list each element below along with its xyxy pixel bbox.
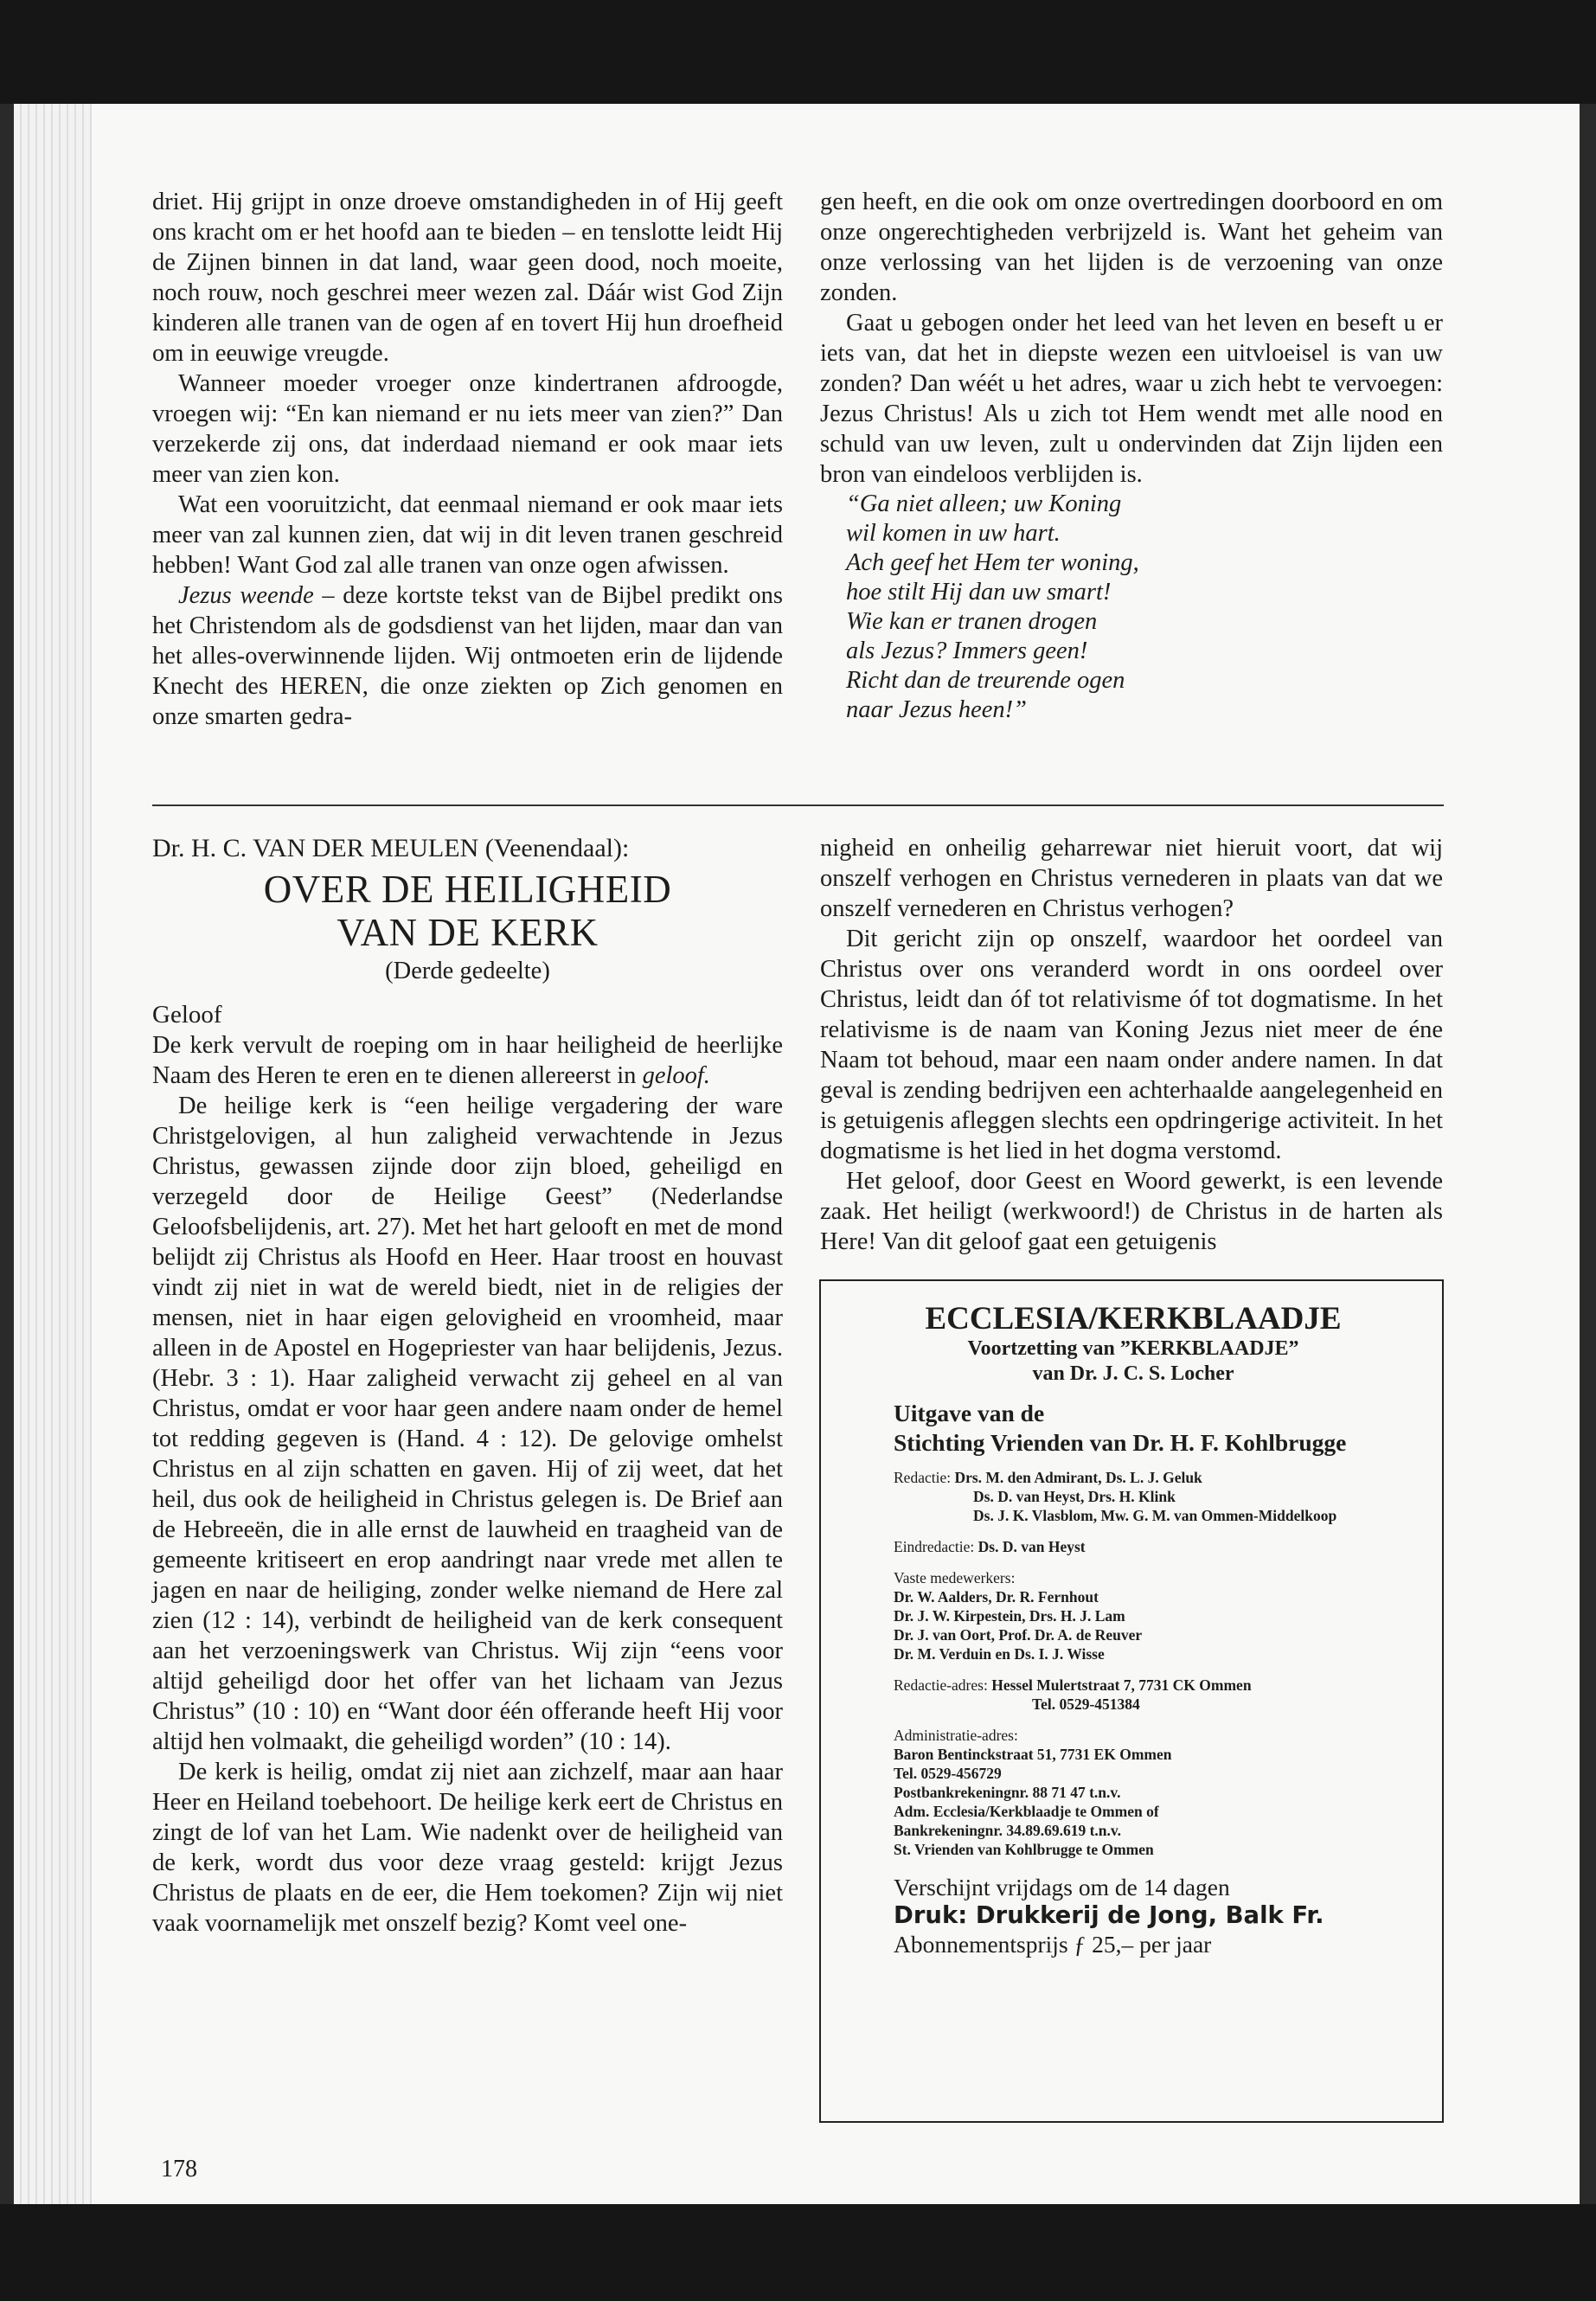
colophon-subtitle: Voortzetting van ”KERKBLAADJE”	[967, 1337, 1299, 1360]
colophon-title: ECCLESIA/KERKBLAADJE	[925, 1301, 1342, 1336]
editorial-phone: Tel. 0529-451384	[1032, 1695, 1140, 1713]
paragraph	[152, 1030, 783, 1091]
paragraph-text: De kerk vervult de roeping om in haar heiligheid de heerlijke Naam des Heren te eren en te dienen allereerst in	[152, 1032, 783, 1089]
editorial-address-value: Hessel Mulertstraat 7, 7731 CK Ommen	[991, 1676, 1252, 1694]
contributors-line: Dr. J. W. Kirpestein, Drs. H. J. Lam	[894, 1607, 1125, 1625]
poem-line: als Jezus? Immers geen!	[846, 638, 1088, 664]
scan-border-bottom	[0, 2204, 1596, 2301]
scan-border-right	[1580, 104, 1596, 2204]
paragraph: Het geloof, door Geest en Woord gewerkt, is een levende zaak. Het heiligt (werkwoord!) de Christus in de harten als Here! Van dit geloof gaat een getuigenis	[820, 1168, 1443, 1255]
contributors-label: Vaste medewerkers:	[894, 1569, 1016, 1586]
page-number: 178	[161, 2156, 197, 2182]
chief-editor	[894, 1537, 1407, 1556]
article-title: VAN DE KERK	[337, 911, 599, 954]
editorial-address	[894, 1676, 1407, 1695]
article-subtitle: (Derde gedeelte)	[385, 958, 550, 984]
colophon-subtitle: van Dr. J. C. S. Locher	[1032, 1362, 1234, 1385]
poem	[820, 490, 1443, 725]
scan-border-left	[0, 104, 14, 2204]
divider-rule	[152, 804, 1444, 806]
poem-line: Wie kan er tranen drogen	[846, 608, 1098, 635]
poem-line: Richt dan de treurende ogen	[846, 667, 1125, 694]
admin-line: Bankrekeningnr. 34.89.69.619 t.n.v.	[894, 1822, 1122, 1839]
contributors-line: Dr. J. van Oort, Prof. Dr. A. de Reuver	[894, 1626, 1143, 1644]
editorial-address-label: Redactie-adres:	[894, 1676, 992, 1694]
admin-line: Postbankrekeningnr. 88 71 47 t.n.v.	[894, 1784, 1121, 1801]
paragraph: Wat een vooruitzicht, dat eenmaal niemand er ook maar iets meer van zal kunnen zien, dat wij in dit leven tranen geschreid hebben! Want God zal alle tranen van onze ogen afwissen.	[152, 491, 783, 579]
paragraph: Gaat u gebogen onder het leed van het leven en beseft u er iets van, dat het in diepste wezen een uitvloeisel is van uw zonden? Dan wéét u het adres, waar u zich hebt te vervoegen: Jezus Christus! Als u zich tot Hem wendt met alle nood en schuld van uw leven, zult u ondervinden dat Zijn lijden een bron van eindeloos verblijden is.	[820, 310, 1443, 488]
article-author: Dr. H. C. VAN DER MEULEN (Veenendaal):	[152, 834, 630, 862]
italic-text: Jezus weende	[178, 582, 314, 609]
book-page-edges	[14, 104, 92, 2204]
column-top-left	[152, 187, 783, 732]
printer: Druk: Drukkerij de Jong, Balk Fr.	[894, 1901, 1324, 1929]
article-title: OVER DE HEILIGHEID	[263, 868, 672, 911]
article-column-right	[820, 833, 1443, 1257]
paragraph-text: – deze kortste tekst van de Bijbel predikt ons het Christendom als de godsdienst van het lijden, maar dan van het alles-overwinnende lijden. Wij ontmoeten erin de lijdende Knecht des HEREN, die onze ziekten op Zich genomen en onze smarten gedra-	[152, 582, 784, 730]
editors-names: Drs. M. den Admirant, Ds. L. J. Geluk	[954, 1469, 1202, 1486]
admin-line: Tel. 0529-456729	[894, 1765, 1002, 1782]
subscription-price: Abonnementsprijs ƒ 25,– per jaar	[894, 1931, 1212, 1958]
publisher-line: Stichting Vrienden van Dr. H. F. Kohlbrugge	[894, 1429, 1347, 1456]
admin-line: St. Vrienden van Kohlbrugge te Ommen	[894, 1841, 1154, 1858]
paragraph: driet. Hij grijpt in onze droeve omstandigheden in of Hij geeft ons kracht om er het hoofd aan te bieden – en tenslotte leidt Hij de Zijnen binnen in dat land, waar geen dood, noch moeite, noch rouw, noch geschrei meer wezen zal. Dáár wist God Zijn kinderen alle tranen van de ogen af en tovert Hij hun droefheid om in eeuwige vreugde.	[152, 189, 783, 367]
paragraph: Wanneer moeder vroeger onze kindertranen afdroogde, vroegen wij: “En kan niemand er nu iets meer van zien?” Dan verzekerde zij ons, dat inderdaad niemand er ook maar iets meer van zien kon.	[152, 370, 783, 488]
section-heading: Geloof	[152, 1001, 222, 1029]
article-column-left	[152, 833, 783, 1939]
admin-line: Adm. Ecclesia/Kerkblaadje te Ommen of	[894, 1803, 1159, 1820]
paragraph: gen heeft, en die ook om onze overtredingen doorboord en om onze ongerechtigheden verbrijzeld is. Want het geheim van onze verlossing van het lijden is de verzoening van onze zonden.	[820, 189, 1443, 306]
admin-label: Administratie-adres:	[894, 1727, 1018, 1744]
scan-border-top	[0, 0, 1596, 104]
paragraph	[152, 580, 783, 732]
editors	[894, 1468, 1407, 1487]
column-top-right	[820, 187, 1443, 725]
paragraph: De kerk is heilig, omdat zij niet aan zichzelf, maar aan haar Heer en Heiland toebehoort. De heilige kerk eert de Christus en zingt de lof van het Lam. Wie nadenkt over de heiligheid van de kerk, wordt dus voor deze vraag gesteld: krijgt Jezus Christus de plaats en de eer, die Hem toekomen? Zijn wij niet vaak voornamelijk met onszelf bezig? Komt veel one-	[152, 1759, 783, 1937]
colophon-box	[819, 1279, 1444, 2123]
admin-line: Baron Bentinckstraat 51, 7731 EK Ommen	[894, 1746, 1172, 1763]
poem-line: hoe stilt Hij dan uw smart!	[846, 579, 1112, 606]
editors-names: Ds. D. van Heyst, Drs. H. Klink	[973, 1488, 1176, 1505]
poem-line: “Ga niet alleen; uw Koning	[846, 490, 1122, 517]
editors-label: Redactie:	[894, 1469, 955, 1486]
poem-line: naar Jezus heen!”	[846, 696, 1027, 723]
paragraph: De heilige kerk is “een heilige vergadering der ware Christgelovigen, al hun zaligheid verwachtende in Jezus Christus, gewassen zijnde door zijn bloed, geheiligd en verzegeld door de Heilige Geest” (Nederlandse Geloofsbelijdenis, art. 27). Met het hart gelooft en met de mond belijdt zij Christus als Hoofd en Heer. Haar troost en houvast vindt zij niet in wat de wereld biedt, niet in de religies der mensen, niet in haar eigen gelovigheid en vroomheid, maar alleen in de Apostel en Hogepriester van haar belijdenis, Jezus. (Hebr. 3 : 1). Haar zaligheid verwacht zij geheel en al van Christus, omdat er voor haar geen andere naam onder de hemel tot redding gegeven is (Hand. 4 : 12). De gelovige omhelst Christus en al zijn schatten en gaven. Hij of zij weet, dat het heil, dus ook de heiligheid in Christus gelegen is. De Brief aan de Hebreeën, die in alle ernst de lauwheid en traagheid van de gemeente kritiseert en erop aandringt naar vrede met allen te jagen en naar de heiliging, zonder welke niemand de Here zal zien (12 : 14), verbindt de heiligheid van de kerk consequent aan het verzoeningswerk van Christus. Wij zijn “eens voor altijd geheiligd door het offer van het lichaam van Jezus Christus” (10 : 10) en “Want door één offerande heeft Hij voor altijd hen volmaakt, die geheiligd worden” (10 : 14).	[152, 1093, 783, 1755]
publisher-line: Uitgave van de	[894, 1400, 1045, 1426]
contributors-line: Dr. W. Aalders, Dr. R. Fernhout	[894, 1588, 1099, 1606]
contributors-line: Dr. M. Verduin en Ds. I. J. Wisse	[894, 1645, 1105, 1663]
chief-editor-name: Ds. D. van Heyst	[977, 1538, 1086, 1555]
poem-line: Ach geef het Hem ter woning,	[846, 549, 1139, 576]
poem-line: wil komen in uw hart.	[846, 520, 1061, 547]
editors-names: Ds. J. K. Vlasblom, Mw. G. M. van Ommen-Middelkoop	[973, 1507, 1337, 1524]
publication-frequency: Verschijnt vrijdags om de 14 dagen	[894, 1874, 1230, 1900]
paragraph: Dit gericht zijn op onszelf, waardoor het oordeel van Christus over ons veranderd wordt in ons oordeel over Christus, leidt dan óf tot relativisme óf tot dogmatisme. In het relativisme is de naam van Koning Jezus niet meer de éne Naam tot behoud, maar een naam onder andere namen. In dat geval is zending bedrijven een achterhaalde aangelegenheid en is getuigenis afleggen slechts een opdringerige activiteit. In het dogmatisme is het lied in het dogma verstomd.	[820, 926, 1443, 1164]
paragraph: nigheid en onheilig geharrewar niet hieruit voort, dat wij onszelf verhogen en Christus vernederen in plaats van dat we onszelf vernederen en Christus verhogen?	[820, 835, 1443, 922]
magazine-page	[92, 104, 1580, 2204]
italic-text: geloof.	[642, 1062, 710, 1089]
chief-editor-label: Eindredactie:	[894, 1538, 978, 1555]
